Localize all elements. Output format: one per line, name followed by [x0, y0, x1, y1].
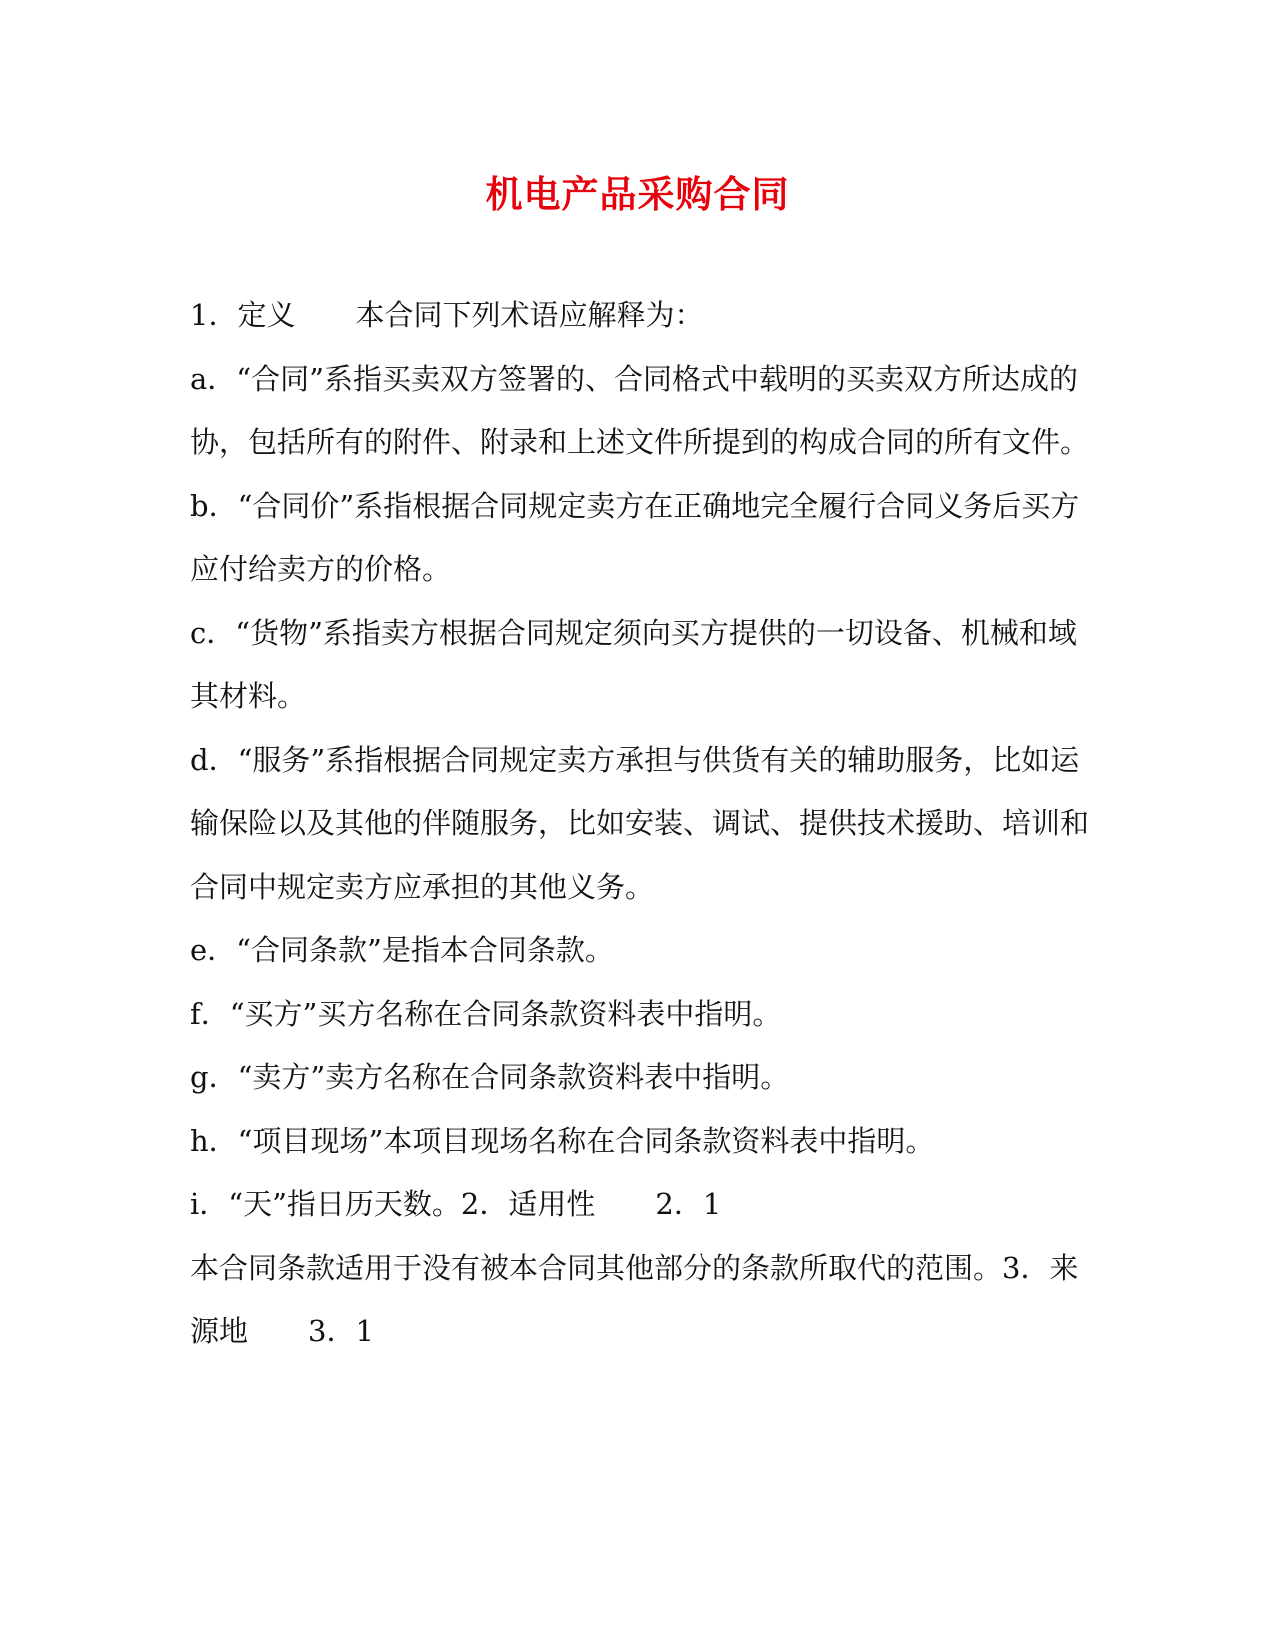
- document-body: [190, 284, 1090, 1364]
- paragraph-text: i．“天”指日历天数。2．适用性: [190, 1187, 596, 1221]
- clause-number: 2．1: [655, 1187, 722, 1221]
- paragraph-origin: [190, 1300, 1090, 1364]
- document-title: 机电产品采购合同: [485, 172, 790, 216]
- section-heading: 1．定义: [190, 298, 296, 332]
- paragraph-a: a．“合同”系指买卖双方签署的、合同格式中载明的买卖双方所达成的协，包括所有的附件、附录和上述文件所提到的构成合同的所有文件。: [190, 361, 1090, 459]
- paragraph-i: [190, 1173, 1090, 1237]
- paragraph-f: f．“买方”买方名称在合同条款资料表中指明。: [190, 996, 782, 1031]
- section-heading: 源地: [190, 1314, 249, 1348]
- paragraph-e: e．“合同条款”是指本合同条款。: [190, 933, 614, 967]
- paragraph-c: c．“货物”系指卖方根据合同规定须向买方提供的一切设备、机械和域其材料。: [190, 615, 1077, 713]
- clause-number: 3．1: [308, 1314, 374, 1348]
- paragraph-definition: [190, 284, 1090, 348]
- paragraph-b: b．“合同价”系指根据合同规定卖方在正确地完全履行合同义务后买方应付给卖方的价格。: [190, 488, 1080, 586]
- paragraph-g: g．“卖方”卖方名称在合同条款资料表中指明。: [190, 1060, 790, 1094]
- paragraph-text: 本合同下列术语应解释为：: [355, 298, 704, 332]
- paragraph-applicability: 本合同条款适用于没有被本合同其他部分的条款所取代的范围。3．来: [190, 1250, 1079, 1285]
- paragraph-d: d．“服务”系指根据合同规定卖方承担与供货有关的辅助服务，比如运输保险以及其他的伴随服务，比如安装、调试、提供技术援助、培训和合同中规定卖方应承担的其他义务。: [190, 742, 1090, 904]
- paragraph-h: h．“项目现场”本项目现场名称在合同条款资料表中指明。: [190, 1123, 935, 1158]
